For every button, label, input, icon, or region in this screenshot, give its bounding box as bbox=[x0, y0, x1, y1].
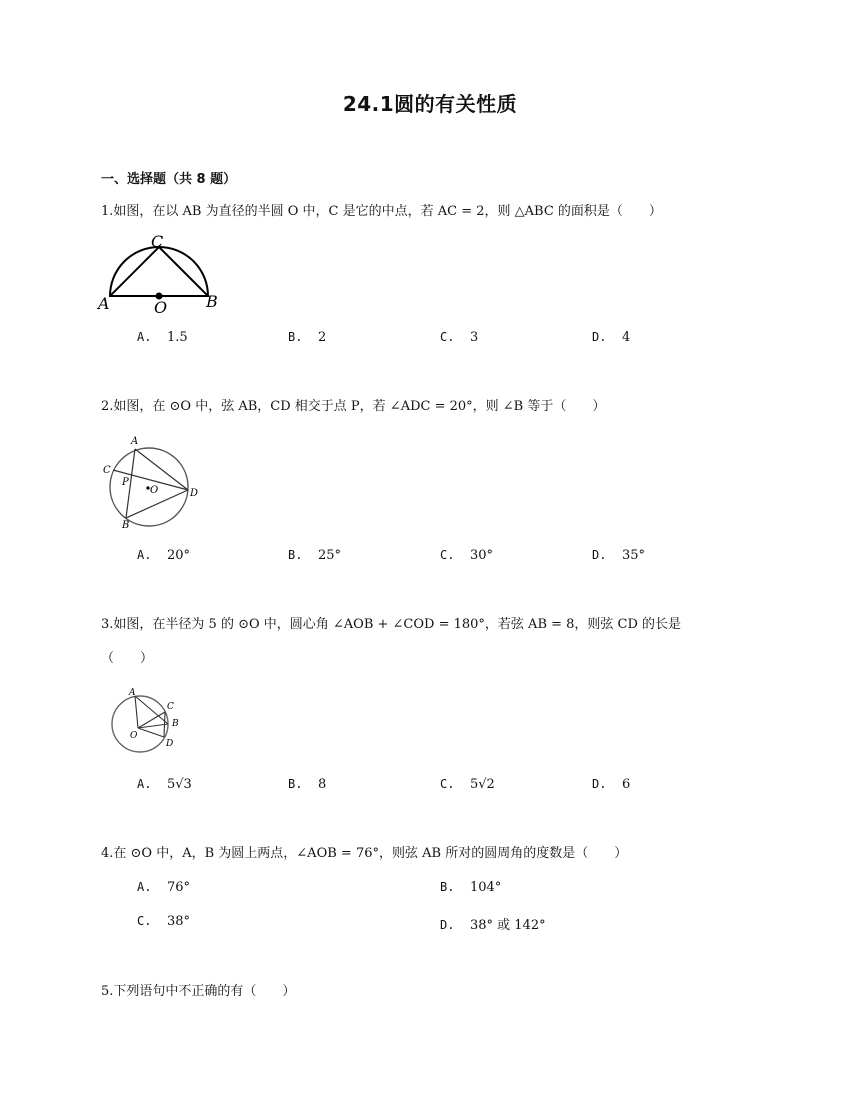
figure-label-a: A bbox=[98, 294, 110, 313]
q4-option-b[interactable]: B. 104° bbox=[440, 880, 502, 895]
q3-option-d[interactable]: D. 6 bbox=[592, 777, 631, 792]
q1-option-c[interactable]: C. 3 bbox=[440, 330, 479, 345]
q2-option-a[interactable]: A. 20° bbox=[137, 548, 191, 563]
figure-label-b: B bbox=[206, 292, 218, 311]
figure-label-d: D bbox=[166, 739, 174, 749]
q1-option-d[interactable]: D. 4 bbox=[592, 330, 631, 345]
question-1-text: 1.如图，在以 AB 为直径的半圆 O 中，C 是它的中点，若 AC = 2，则 △ABC 的面积是（ ） bbox=[101, 204, 662, 219]
figure-label-c: C bbox=[167, 702, 174, 712]
question-4-text: 4.在 ⊙O 中，A，B 为圆上两点，∠AOB = 76°，则弦 AB 所对的圆周角的度数是（ ） bbox=[101, 846, 628, 861]
question-3-text: 3.如图，在半径为 5 的 ⊙O 中，圆心角 ∠AOB + ∠COD = 180°，若弦 AB = 8，则弦 CD 的长是 bbox=[101, 617, 682, 632]
q2-option-c[interactable]: C. 30° bbox=[440, 548, 494, 563]
q3-option-c[interactable]: C. 5√2 bbox=[440, 777, 495, 792]
figure-label-c: C bbox=[151, 232, 164, 251]
page-title: 24.1圆的有关性质 bbox=[342, 92, 518, 116]
figure-label-p: P bbox=[122, 477, 129, 488]
figure-label-o: O bbox=[130, 731, 138, 741]
figure-label-o: O bbox=[154, 298, 168, 316]
figure-label-a: A bbox=[131, 436, 139, 447]
q3-option-a[interactable]: A. 5√3 bbox=[137, 777, 192, 792]
q2-option-b[interactable]: B. 25° bbox=[288, 548, 342, 563]
q3-option-b[interactable]: B. 8 bbox=[288, 777, 327, 792]
figure-label-a: A bbox=[129, 688, 136, 698]
figure-label-b: B bbox=[172, 719, 179, 729]
figure-label-d: D bbox=[190, 488, 199, 499]
figure-label-b: B bbox=[122, 520, 130, 531]
q2-option-d[interactable]: D. 35° bbox=[592, 548, 646, 563]
question-1-figure bbox=[96, 230, 226, 316]
question-2-text: 2.如图，在 ⊙O 中，弦 AB，CD 相交于点 P，若 ∠ADC = 20°，则 ∠B 等于（ ） bbox=[101, 399, 606, 414]
q4-option-a[interactable]: A. 76° bbox=[137, 880, 191, 895]
figure-label-c: C bbox=[103, 465, 111, 476]
section-heading: 一、选择题（共 8 题） bbox=[101, 172, 237, 187]
q1-option-b[interactable]: B. 2 bbox=[288, 330, 327, 345]
question-3-figure bbox=[102, 684, 192, 756]
q4-option-d[interactable]: D. 38° 或 142° bbox=[440, 918, 546, 933]
question-5-text: 5.下列语句中不正确的有（ ） bbox=[101, 984, 296, 999]
figure-label-o: O bbox=[150, 485, 159, 496]
q4-option-c[interactable]: C. 38° bbox=[137, 914, 191, 929]
q1-option-a[interactable]: A. 1.5 bbox=[137, 330, 188, 345]
question-2-figure bbox=[100, 432, 205, 532]
question-3-text-continued: （ ） bbox=[101, 651, 154, 666]
